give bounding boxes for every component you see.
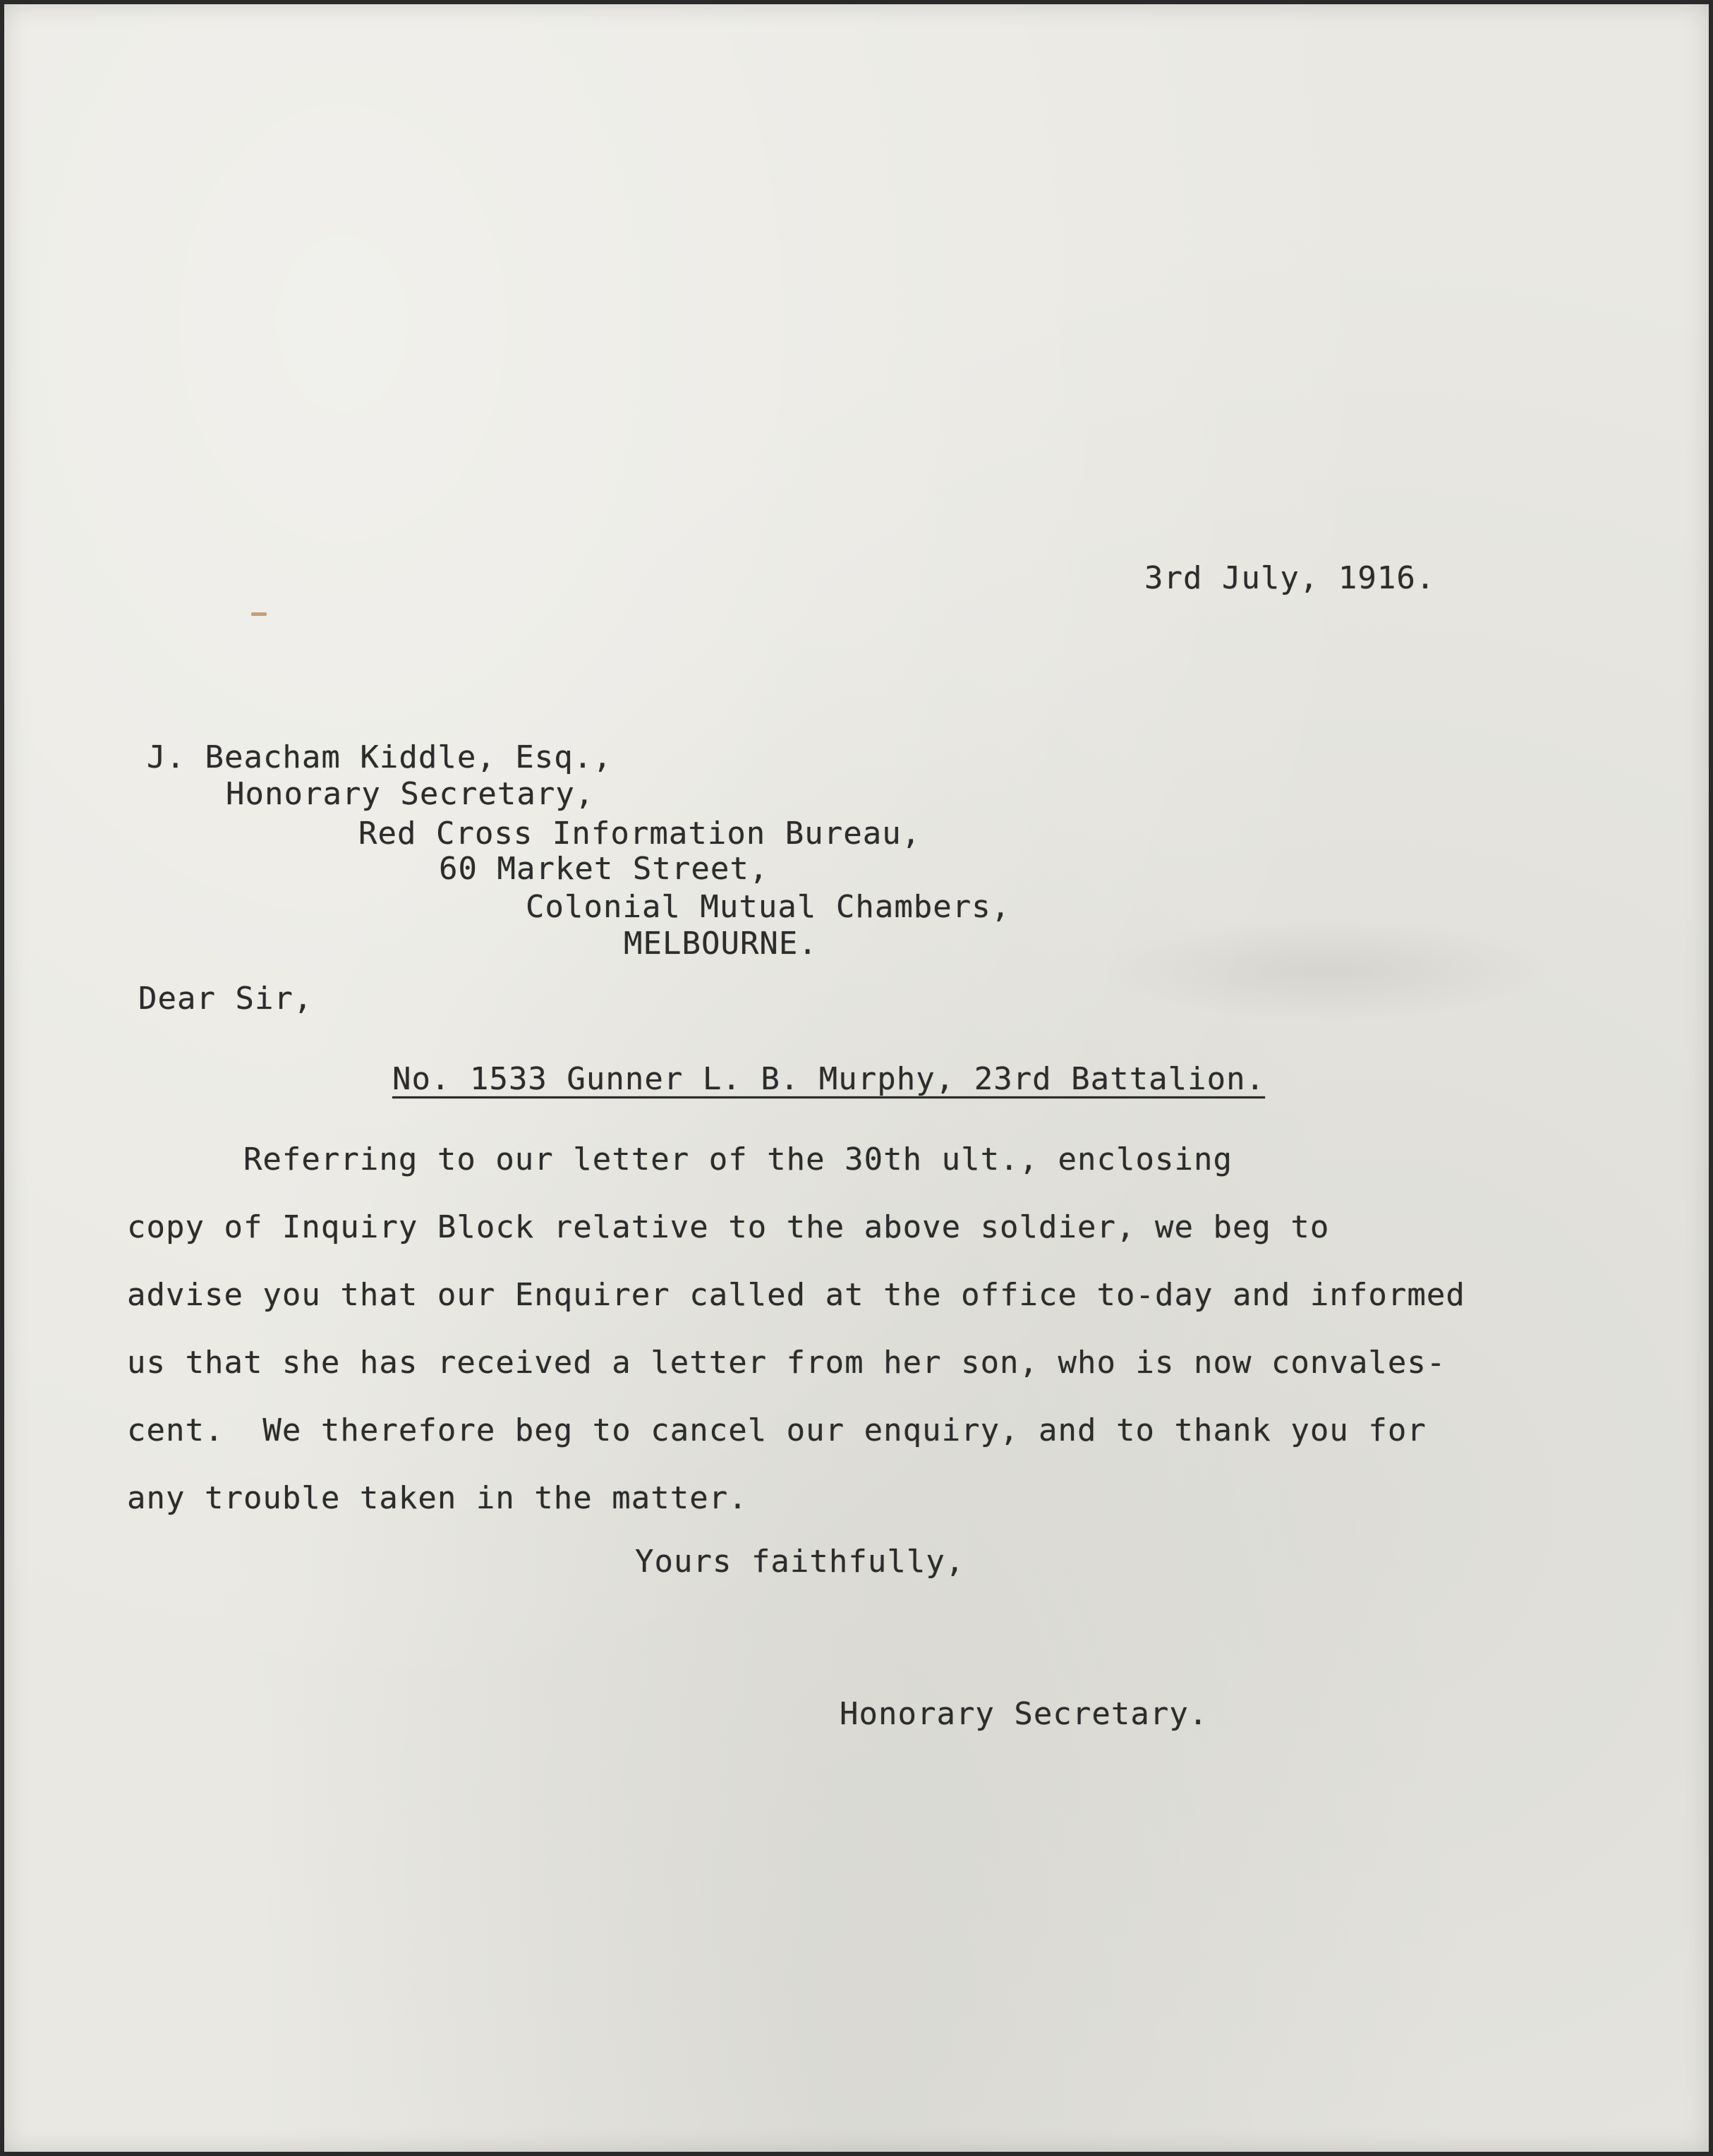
body-line: us that she has received a letter from her son, who is now convales- [127,1345,1446,1381]
faded-stamp-mark [1101,917,1552,1023]
body-line: any trouble taken in the matter. [127,1480,748,1516]
letter-date: 3rd July, 1916. [1144,560,1436,596]
address-line-name: J. Beacham Kiddle, Esq., [147,739,612,775]
address-line-organisation: Red Cross Information Bureau, [358,816,921,852]
address-line-city: MELBOURNE. [624,926,818,962]
body-line: copy of Inquiry Block relative to the above soldier, we beg to [127,1209,1330,1245]
body-line: cent. We therefore beg to cancel our enquiry, and to thank you for [127,1412,1427,1448]
letter-body [127,1126,1594,1532]
body-line: advise you that our Enquirer called at the office to-day and informed [127,1277,1465,1313]
address-line-title: Honorary Secretary, [226,776,595,812]
subject-line: No. 1533 Gunner L. B. Murphy, 23rd Battalion. [392,1061,1266,1097]
salutation: Dear Sir, [138,981,313,1017]
paper-speck [251,612,267,616]
address-line-building: Colonial Mutual Chambers, [526,889,1011,925]
closing: Yours faithfully, [635,1544,965,1580]
signature-block: Honorary Secretary. [840,1696,1209,1732]
body-line: Referring to our letter of the 30th ult., enclosing [127,1141,1233,1177]
address-line-street: 60 Market Street, [439,851,769,887]
